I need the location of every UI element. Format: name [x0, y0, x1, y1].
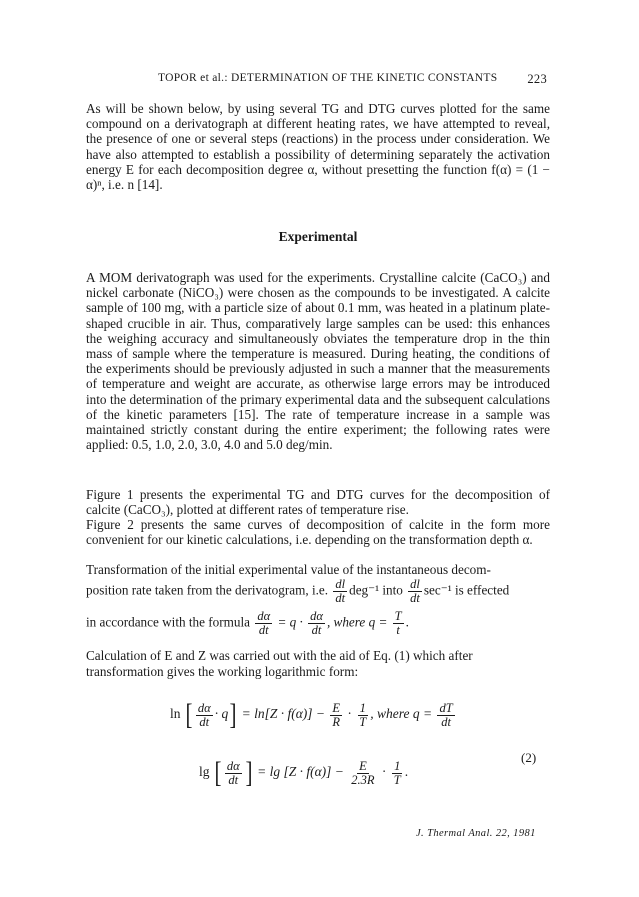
eq-lg-E: E — [359, 758, 367, 773]
eq-lg-dalpha: dα — [226, 758, 240, 773]
figure2-paragraph: Figure 2 presents the same curves of decomposition of calcite in the form more convenient for our kinetic calculations, i.e. depending on the transformation depth α. — [86, 517, 550, 548]
dl-dt-fraction-2 — [408, 578, 422, 605]
eq-ln-dt: dt — [199, 714, 210, 729]
eq-ln-dalpha-dt — [196, 702, 213, 729]
experimental-paragraph: A MOM derivatograph was used for the experiments. Crystalline calcite (CaCO₃) and nickel carbonate (NiCO₃) were chosen as the compounds to be investigated. A calcite sample of 100 mg, with a particle size of about 0.1 mm, was heated in a platinum plate-shaped crucible in air. Thus, comparatively large samples can be used: this enhances the weighing accuracy and simultaneously obviates the temperature drop in the thin mass of sample where the temperature is measured. During heating, the conditions of the experiments should be previously adjusted in such a manner that the measurements of temperature and weight are accurate, as otherwise large errors may be introduced into the determination of the primary experimental data and the subsequent calculations of the kinetic parameters [15]. The rate of temperature increase in a sample was maintained strictly constant during the entire experiment; the following rates were applied: 0.5, 1.0, 2.0, 3.0, 4.0 and 5.0 deg/min. — [86, 270, 550, 453]
right-bracket: ] — [229, 698, 237, 731]
dalpha-numerator-2: dα — [310, 609, 323, 623]
eq-lg-1-over-T — [392, 760, 403, 787]
eq-ln-rhs: = ln[Z · f(α)] − — [241, 706, 326, 722]
calculation-line-2: transformation gives the working logarithmic form: — [86, 664, 359, 679]
eq-lg-dalpha-dt — [225, 760, 242, 787]
eq-ln-dalpha: dα — [197, 700, 211, 715]
ln-symbol: ln — [170, 706, 181, 722]
dl-numerator-2: dl — [410, 577, 420, 591]
eq-ln-where-q: , where q = — [370, 706, 433, 722]
eq-lg-rhs: = lg [Z · f(α)] − — [257, 764, 344, 780]
eq-ln-dT-dt — [437, 702, 454, 729]
dalpha-dt-fraction-2 — [308, 610, 325, 637]
eq-ln-T: T — [359, 714, 367, 729]
eq-ln-one: 1 — [359, 700, 366, 715]
dl-dt-fraction — [333, 578, 347, 605]
lg-left-bracket: [ — [214, 756, 222, 789]
eq-ln-dot: · — [347, 706, 352, 722]
running-head: TOPOR et al.: DETERMINATION OF THE KINETIC CONSTANTS — [158, 72, 498, 84]
left-bracket: [ — [185, 698, 193, 731]
dalpha-numerator: dα — [257, 609, 271, 623]
T-numerator: T — [394, 609, 402, 623]
journal-footer: J. Thermal Anal. 22, 1981 — [416, 828, 536, 839]
dt-denominator: dt — [335, 591, 346, 605]
eq-lg-dt: dt — [228, 772, 239, 787]
sec-unit: sec⁻¹ is effected — [423, 582, 510, 598]
eq-ln-R: R — [332, 714, 341, 729]
equals-q-times: = q · — [277, 614, 303, 630]
dt-denominator-3: dt — [258, 623, 269, 637]
eq-ln-times-q: · q — [214, 706, 229, 722]
eq-lg-T: T — [393, 772, 401, 787]
T-over-t-fraction — [393, 610, 404, 637]
where-q-text: , where q = — [326, 614, 388, 630]
dt-denominator-4: dt — [311, 623, 322, 637]
page-header — [88, 72, 547, 88]
eq-ln-dt-2: dt — [441, 714, 451, 729]
section-heading: Experimental — [278, 229, 358, 244]
eq-ln-E-over-R — [330, 702, 342, 729]
lg-right-bracket: ] — [245, 756, 253, 789]
page-number: 223 — [527, 72, 547, 86]
transformation-line-1: Transformation of the initial experimental value of the instantaneous decom- — [86, 562, 491, 577]
lg-symbol: lg — [199, 764, 210, 780]
eq-ln-dT: dT — [439, 700, 453, 715]
figure1-paragraph: Figure 1 presents the experimental TG and DTG curves for the decomposition of calcite (CaCO₃), plotted at different rates of temperature rise. — [86, 487, 550, 518]
equation-lg-body — [199, 758, 408, 788]
deg-unit: deg⁻¹ into — [349, 582, 403, 598]
eq-lg-dot: · — [381, 764, 387, 780]
t-denominator: t — [396, 623, 400, 637]
dt-denominator-2: dt — [410, 591, 420, 605]
calculation-line-1: Calculation of E and Z was carried out with the aid of Eq. (1) which after — [86, 648, 473, 663]
transformation-line-2-text: position rate taken from the derivatogram, i.e. — [86, 582, 329, 598]
eq-lg-E-over-2.3R — [349, 760, 376, 787]
transformation-line-2 — [86, 578, 550, 605]
eq-lg-end: . — [404, 764, 409, 780]
eq-ln-1-over-T — [357, 702, 368, 729]
intro-paragraph: As will be shown below, by using several TG and DTG curves plotted for the same compound on a derivatograph at different heating rates, we have attempted to reveal, the presence of one or several steps (reactions) in the process under consideration. We have also attempted to establish a possibility of determining separately the activation energy E for each decomposition degree α, without presetting the function f(α) = (1 − α)ⁿ, i.e. n [14]. — [86, 101, 550, 193]
equation-number: (2) — [521, 750, 537, 765]
transformation-line-3-text: in accordance with the formula — [86, 614, 251, 630]
eq-lg-2.3R: 2.3R — [351, 772, 375, 787]
dl-numerator: dl — [335, 577, 346, 591]
eq-lg-one: 1 — [394, 758, 401, 773]
transformation-line-3: in accordance with the formula $\frac{d\alpha}{dt}$ = q · $\frac{d\alpha}{dt}$ , where q = $\frac{T}{t}$ . — [86, 609, 409, 637]
eq-ln-E: E — [332, 700, 341, 715]
equation-ln-body — [170, 700, 457, 730]
dalpha-dt-fraction — [255, 610, 272, 637]
